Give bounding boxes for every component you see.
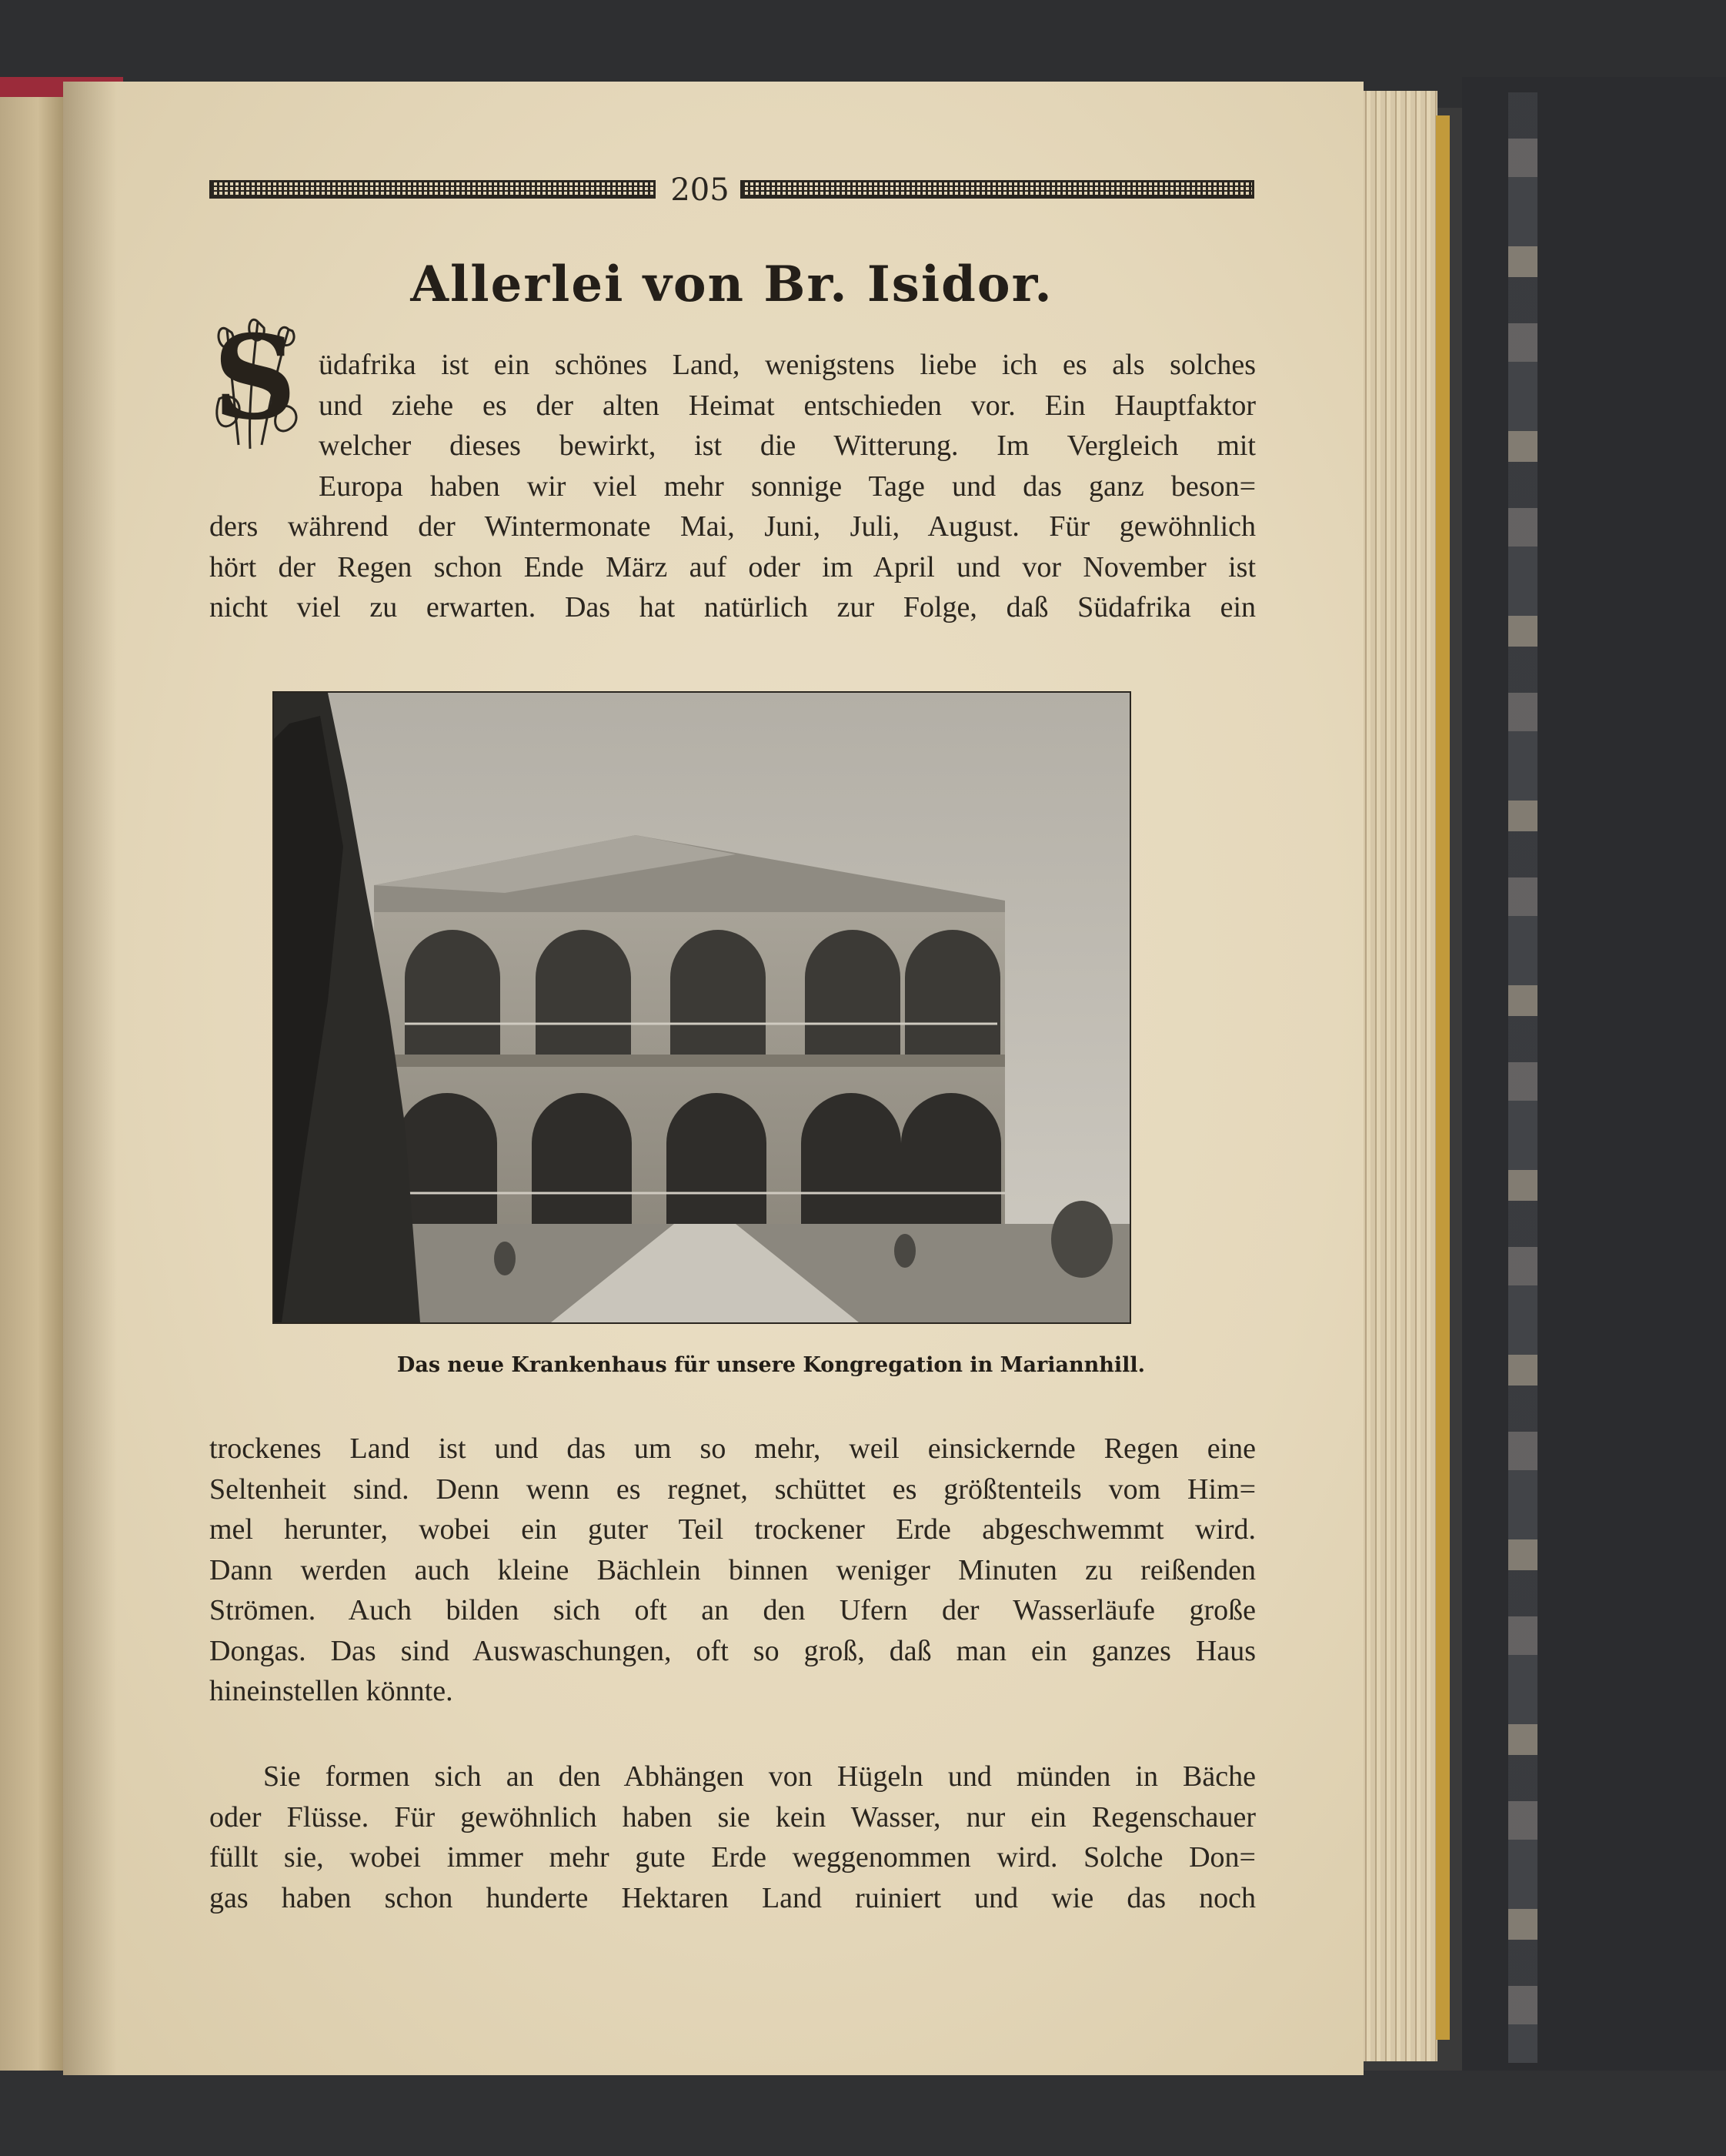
photo-image — [274, 693, 1130, 1322]
article-title: Allerlei von Br. Isidor. — [410, 256, 1053, 313]
text-line: Europa haben wir viel mehr sonnige Tage und das ganz beson= — [319, 470, 1256, 503]
text-line: trockenes Land ist und das um so mehr, weil einsickernde Regen eine — [209, 1432, 1256, 1465]
text-line: Dongas. Das sind Auswaschungen, oft so groß, daß man ein ganzes Haus — [209, 1634, 1256, 1667]
book-cover-bottom — [0, 2071, 1726, 2156]
text-line: Sie formen sich an den Abhängen von Hügeln und münden in Bäche — [263, 1760, 1256, 1793]
hospital-photograph — [272, 691, 1131, 1324]
text-line: welcher dieses bewirkt, ist die Witterung. Im Vergleich mit — [319, 430, 1256, 462]
text-line: oder Flüsse. Für gewöhnlich haben sie kein Wasser, nur ein Regenschauer — [209, 1800, 1256, 1833]
page-header — [209, 172, 1254, 208]
text-line: üdafrika ist ein schönes Land, wenigstens liebe ich es als solches — [319, 349, 1256, 381]
text-line: hört der Regen schon Ende März auf oder im April und vor November ist — [209, 550, 1256, 583]
paragraph-2 — [209, 1429, 1256, 1712]
book-cover-pattern — [1508, 92, 1537, 2063]
page-number: 205 — [670, 172, 729, 208]
header-ornament-left — [209, 180, 656, 199]
header-ornament-right — [740, 180, 1254, 199]
book-page — [63, 82, 1364, 2075]
paragraph-1 — [209, 345, 1256, 628]
drop-cap-letter: S — [213, 310, 297, 446]
text-line: füllt sie, wobei immer mehr gute Erde weggenommen wird. Solche Don= — [209, 1841, 1256, 1874]
page-edges — [1360, 91, 1437, 2061]
text-line: gas haben schon hunderte Hektaren Land ruiniert und wie das noch — [209, 1881, 1256, 1914]
previous-page-edge — [0, 77, 63, 2071]
text-line: nicht viel zu erwarten. Das hat natürlich zur Folge, daß Südafrika ein — [209, 591, 1256, 623]
gutter-shadow — [63, 82, 117, 2075]
text-line: Seltenheit sind. Denn wenn es regnet, schüttet es größtenteils vom Him= — [209, 1472, 1256, 1506]
gilded-edge — [1436, 115, 1450, 2040]
paragraph-3 — [209, 1757, 1256, 1918]
text-line: Strömen. Auch bilden sich oft an den Ufern der Wasserläufe große — [209, 1594, 1256, 1626]
text-line: mel herunter, wobei ein guter Teil trockener Erde abgeschwemmt wird. — [209, 1513, 1256, 1546]
text-line: und ziehe es der alten Heimat entschieden vor. Ein Hauptfaktor — [319, 389, 1256, 422]
book-cover-right — [1462, 77, 1726, 2156]
text-line: Dann werden auch kleine Bächlein binnen weniger Minuten zu reißenden — [209, 1553, 1256, 1586]
text-line: ders während der Wintermonate Mai, Juni, Juli, August. Für gewöhnlich — [209, 510, 1256, 543]
figure-caption: Das neue Krankenhaus für unsere Kongregation in Mariannhill. — [396, 1353, 1146, 1377]
text-line: hineinstellen könnte. — [209, 1675, 453, 1707]
